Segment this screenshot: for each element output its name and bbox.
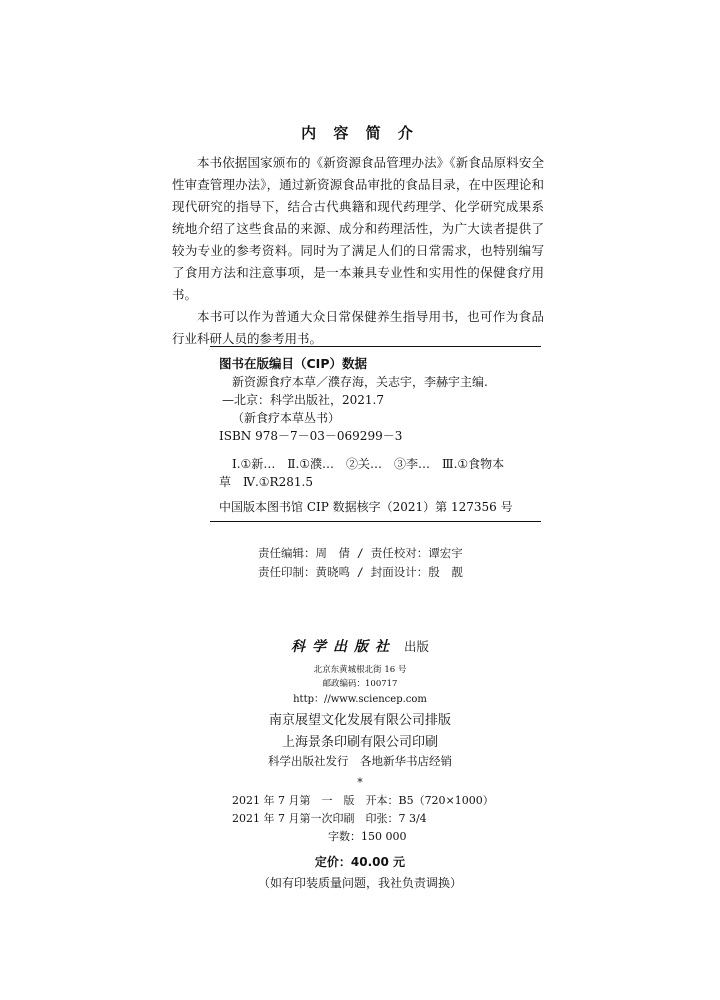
- cip-subject-line-2: 草 Ⅳ.①R281.5: [219, 475, 313, 489]
- cip-isbn-line: ISBN 978－7－03－069299－3: [219, 429, 403, 443]
- printer-line: 上海景条印刷有限公司印刷: [281, 735, 438, 750]
- publisher-line: [0, 636, 720, 656]
- cip-bottom-rule: [210, 521, 541, 522]
- cip-top-rule: [210, 346, 541, 347]
- publisher-postcode: 邮政编码：100717: [322, 679, 398, 689]
- price-line: 定价：40.00 元: [314, 855, 406, 869]
- summary-body: [172, 152, 544, 350]
- edition-line-2: 2021 年 7 月第一次印刷 印张：7 3/4: [232, 812, 427, 825]
- cip-record-number: 中国版本图书馆 CIP 数据核字（2021）第 127356 号: [219, 500, 513, 514]
- summary-title: 内 容 简 介: [301, 124, 419, 142]
- staff-line-editors: 责任编辑：周 倩 / 责任校对：谭宏宇: [258, 546, 463, 560]
- cip-publisher-line: —北京：科学出版社，2021.7: [222, 393, 384, 407]
- cip-series-line: （新食疗本草丛书）: [232, 411, 341, 425]
- staff-line-production: 责任印制：黄晓鸣 / 封面设计：殷 靓: [258, 565, 463, 579]
- quality-note: （如有印装质量问题，我社负责调换）: [257, 876, 462, 890]
- publisher-website: http：//www.sciencep.com: [293, 694, 427, 705]
- summary-paragraph-1: 本书依据国家颁布的《新资源食品管理办法》《新食品原料安全性审查管理办法》，通过新资源食品审批的食品目录，在中医理论和现代研究的指导下，结合古代典籍和现代药理学、化学研究成果系统地介绍了这些食品的来源、成分和药理活性，为广大读者提供了较为专业的参考资料。同时为了满足人们的日常需求，也特别编写了食用方法和注意事项，是一本兼具专业性和实用性的保健食疗用书。: [172, 155, 544, 302]
- separator-star: *: [357, 776, 363, 789]
- cip-subject-line-1: Ⅰ.①新… Ⅱ.①濮… ②关… ③李… Ⅲ.①食物本: [232, 457, 505, 471]
- publisher-logo: 科学出版社: [290, 639, 396, 655]
- edition-line-1: 2021 年 7 月第 一 版 开本：B5（720×1000）: [232, 794, 494, 807]
- summary-paragraph-2: 本书可以作为普通大众日常保健养生指导用书，也可作为食品行业科研人员的参考用书。: [172, 309, 544, 346]
- publisher-address: 北京东黄城根北街 16 号: [313, 665, 407, 675]
- typesetter-line: 南京展望文化发展有限公司排版: [268, 713, 451, 728]
- publisher-action: 出版: [403, 639, 429, 654]
- edition-word-count: 字数：150 000: [328, 830, 407, 843]
- distributor-line: 科学出版社发行 各地新华书店经销: [268, 754, 452, 768]
- cip-title-line: 新资源食疗本草／濮存海，关志宇，李赫宇主编.: [232, 375, 488, 389]
- cip-heading: 图书在版编目（CIP）数据: [219, 356, 367, 371]
